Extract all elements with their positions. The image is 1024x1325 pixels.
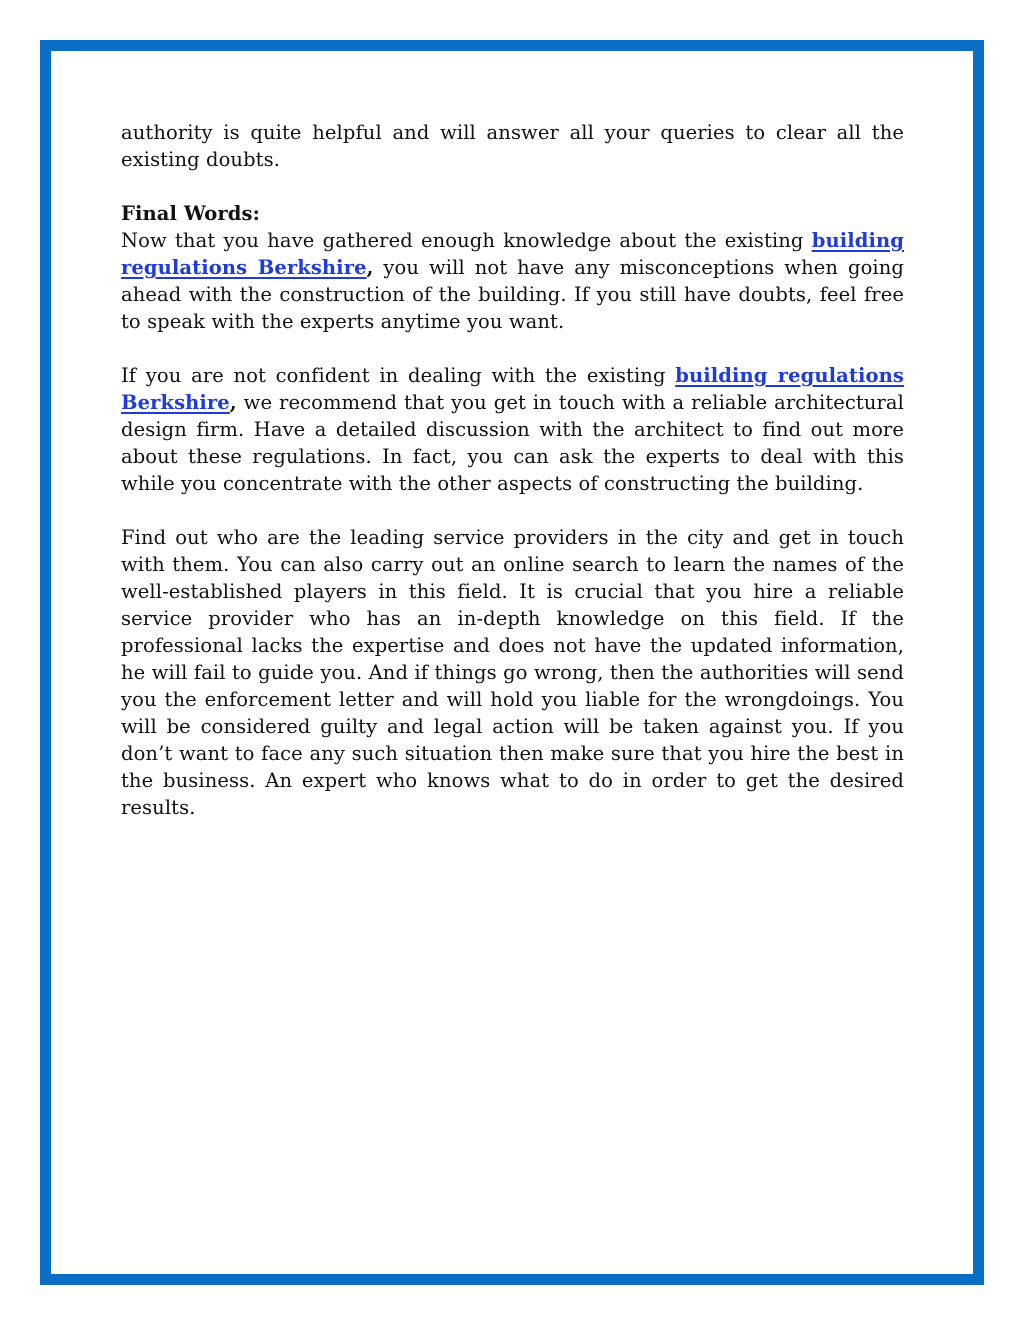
intro-paragraph: authority is quite helpful and will answer all your queries to clear all the existing doubts. <box>121 121 904 171</box>
service-providers-paragraph: Find out who are the leading service providers in the city and get in touch with them. You can also carry out an online search to learn the names of the well-established players in this field. It is crucial that you hire a reliable service provider who has an in-depth knowledge on this field. If the professional lacks the expertise and does not have the updated information, he will fail to guide you. And if things go wrong, then the authorities will send you the enforcement letter and will hold you liable for the wrongdoings. You will be considered guilty and legal action will be taken against you. If you don’t want to face any such situation then make sure that you hire the best in the business. An expert who knows what to do in order to get the desired results. <box>121 526 904 819</box>
building-regulations-link-1[interactable]: building regulations Berkshire <box>121 229 904 279</box>
paragraph-building-regulations-1 <box>121 227 904 335</box>
link-punctuation: , <box>366 256 374 279</box>
paragraph-text: you will not have any misconceptions when going ahead with the construction of the building. If you still have doubts, feel free to speak with the experts anytime you want. <box>121 256 904 333</box>
paragraph-building-regulations-2 <box>121 362 904 497</box>
document-body <box>121 119 904 821</box>
paragraph-gap <box>121 173 904 200</box>
final-words-heading: Final Words: <box>121 202 260 225</box>
paragraph-gap <box>121 335 904 362</box>
paragraph-text: we recommend that you get in touch with a reliable architectural design firm. Have a detailed discussion with the architect to find out more about these regulations. In fact, you can ask the experts to deal with this while you concentrate with the other aspects of constructing the building. <box>121 391 904 495</box>
paragraph-gap <box>121 497 904 524</box>
building-regulations-link-2[interactable]: building regulations Berkshire <box>121 364 904 414</box>
link-punctuation: , <box>229 391 237 414</box>
paragraph-text: If you are not confident in dealing with the existing <box>121 364 676 387</box>
paragraph-text: Now that you have gathered enough knowledge about the existing <box>121 229 812 252</box>
